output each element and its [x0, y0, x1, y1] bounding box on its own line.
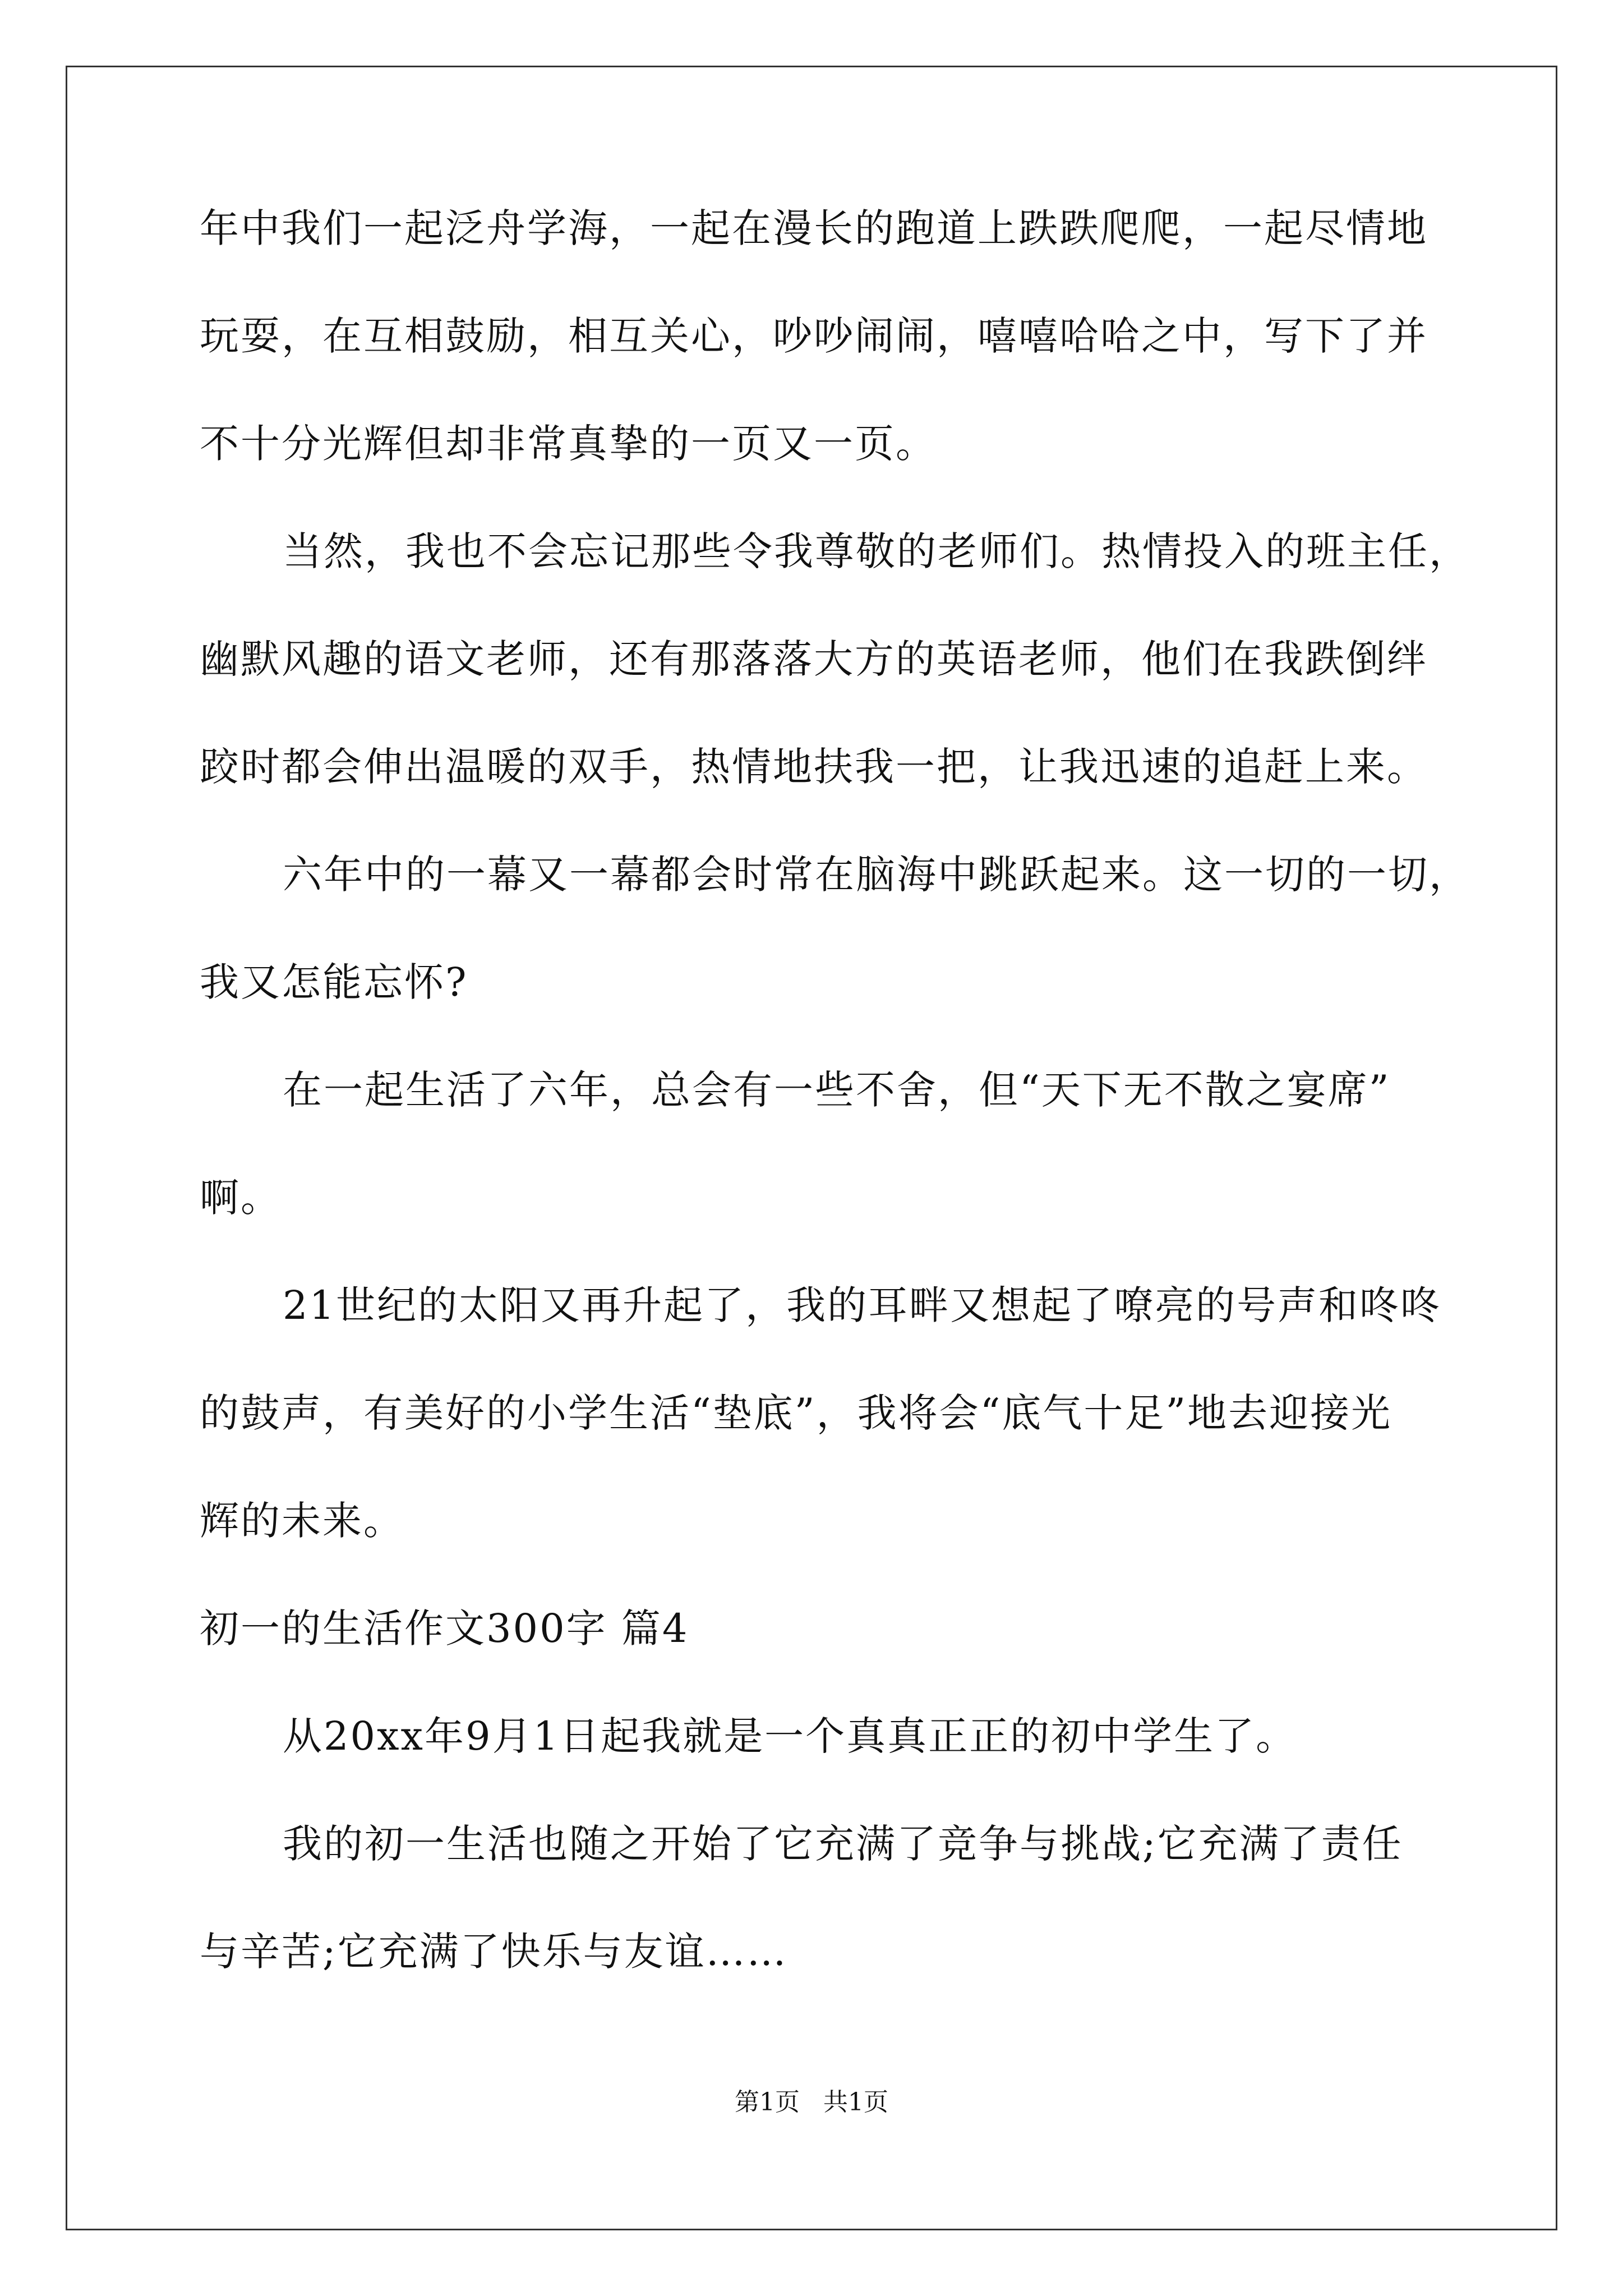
text-line: 啊。: [200, 1175, 282, 1221]
text-line: 在一起生活了六年，总会有一些不舍，但“天下无不散之宴席”: [283, 1067, 1391, 1113]
text-line: 当然，我也不会忘记那些令我尊敬的老师们。热情投入的班主任，: [283, 528, 1470, 574]
text-line: 的鼓声，有美好的小学生活“垫底”，我将会“底气十足”地去迎接光: [200, 1390, 1393, 1436]
page-number-footer: 第1页 共1页: [735, 2088, 888, 2116]
text-line: 幽默风趣的语文老师，还有那落落大方的英语老师，他们在我跌倒绊: [200, 636, 1428, 682]
page-border: [66, 66, 1557, 2230]
text-line: 我又怎能忘怀?: [200, 959, 468, 1005]
text-line: 从20xx年9月1日起我就是一个真真正正的初中学生了。: [283, 1713, 1297, 1759]
text-line: 玩耍，在互相鼓励，相互关心，吵吵闹闹，嘻嘻哈哈之中，写下了并: [200, 313, 1428, 359]
text-line: 不十分光辉但却非常真挚的一页又一页。: [200, 421, 937, 467]
text-line: 辉的未来。: [200, 1498, 404, 1544]
text-line: 与辛苦;它充满了快乐与友谊……: [200, 1929, 788, 1975]
text-line: 年中我们一起泛舟学海，一起在漫长的跑道上跌跌爬爬，一起尽情地: [200, 205, 1428, 251]
section-heading: 初一的生活作文300字 篇4: [200, 1605, 689, 1651]
text-line: 六年中的一幕又一幕都会时常在脑海中跳跃起来。这一切的一切，: [283, 852, 1470, 898]
text-line: 21世纪的太阳又再升起了，我的耳畔又想起了嘹亮的号声和咚咚: [283, 1282, 1442, 1328]
text-line: 跤时都会伸出温暖的双手，热情地扶我一把，让我迅速的追赶上来。: [200, 744, 1428, 790]
text-line: 我的初一生活也随之开始了它充满了竞争与挑战;它充满了责任: [283, 1821, 1403, 1867]
